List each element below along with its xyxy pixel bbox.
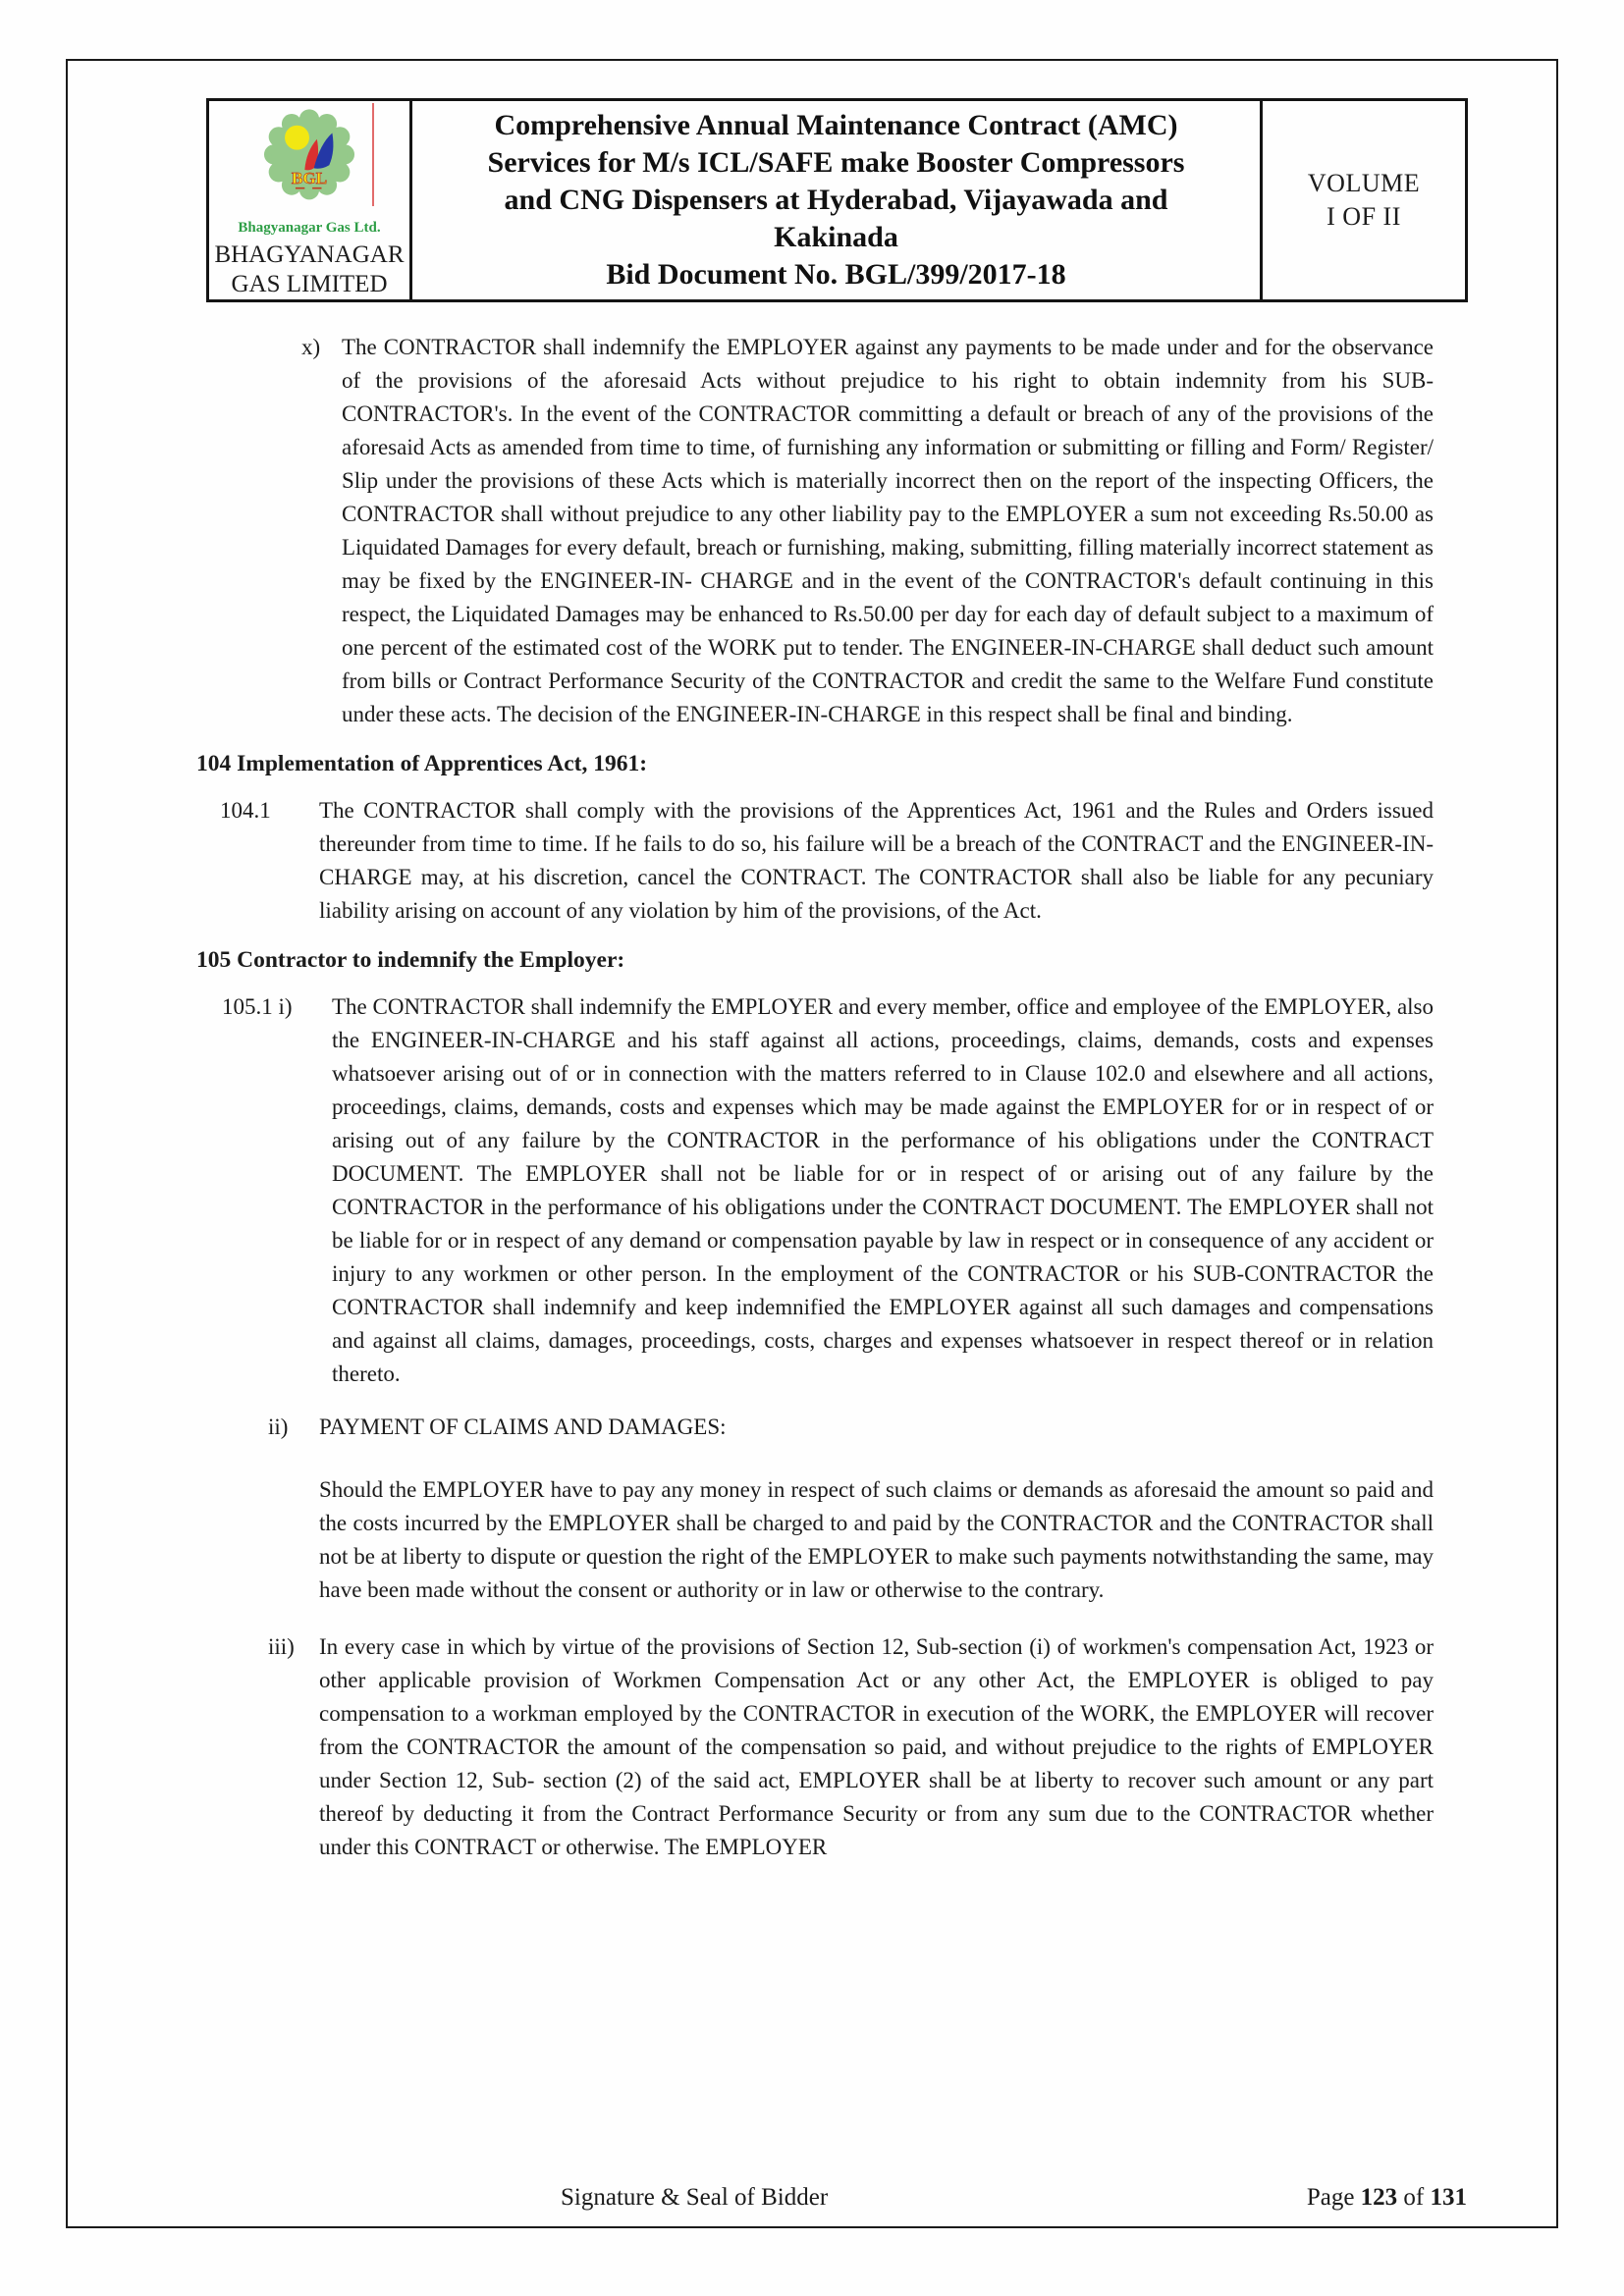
item-ii-marker: ii) — [268, 1415, 289, 1439]
company-name — [214, 240, 404, 299]
sun-icon — [285, 126, 309, 150]
clause-x — [301, 331, 1434, 731]
clause-104-1 — [220, 794, 1434, 928]
title-cell — [412, 101, 1263, 299]
heading-104: 104 Implementation of Apprentices Act, 1961: — [196, 751, 648, 776]
document-title: Comprehensive Annual Maintenance Contract (AMC) Services for M/s ICL/SAFE make Booster Compressors and CNG Dispensers at Hyderabad, Vijayawada and Kakinada — [487, 109, 1185, 253]
item-ii-title-text: PAYMENT OF CLAIMS AND DAMAGES: — [319, 1415, 727, 1439]
item-iii-text: In every case in which by virtue of the provisions of Section 12, Sub-section (i) of workmen's compensation Act, 1923 or other applicable provision of Workmen Compensation Act or any other Act, the EMPLOYER is obliged to pay compensation to a workman employed by the CONTRACTOR in execution of the WORK, the EMPLOYER will recover from the CONTRACTOR the amount of the compensation so paid, and without prejudice to the rights of EMPLOYER under Section 12, Sub- section (2) of the said act, EMPLOYER shall be at liberty to recover such amount or any part thereof by deducting it from the Contract Performance Security or from any sum due to the CONTRACTOR whether under this CONTRACT or otherwise. The EMPLOYER — [319, 1634, 1434, 1859]
heading-105: 105 Contractor to indemnify the Employer: — [196, 947, 625, 973]
clause-x-marker: x) — [301, 335, 321, 359]
clause-105-1-marker: 105.1 i) — [222, 994, 293, 1019]
document-body — [0, 331, 1624, 1864]
bid-document-number: Bid Document No. BGL/399/2017-18 — [606, 258, 1066, 291]
bgl-logo-icon — [221, 107, 398, 222]
signature-seal-label: Signature & Seal of Bidder — [561, 2184, 829, 2211]
item-ii-heading — [268, 1411, 1434, 1444]
logo-red-edge — [372, 103, 374, 206]
logo-cell — [209, 101, 412, 299]
of-word: of — [1403, 2184, 1425, 2211]
page-indicator — [1307, 2184, 1467, 2212]
item-iii — [268, 1630, 1434, 1864]
clause-x-text: The CONTRACTOR shall indemnify the EMPLOYER against any payments to be made under and for the observance of the provisions of the aforesaid Acts without prejudice to his right to obtain indemnity from his SUB-CONTRACTOR's. In the event of the CONTRACTOR committing a default or breach of any of the provisions of the aforesaid Acts as amended from time to time, of furnishing any information or submitting or filling and Form/ Register/ Slip under the provisions of these Acts which is materially incorrect then on the report of the inspecting Officers, the CONTRACTOR shall without prejudice to any other liability pay to the EMPLOYER a sum not exceeding Rs.50.00 as Liquidated Damages for every default, breach or furnishing, making, submitting, filling materially incorrect statement as may be fixed by the ENGINEER-IN- CHARGE and in the event of the CONTRACTOR's default continuing in this respect, the Liquidated Damages may be enhanced to Rs.50.00 per day for each day of default subject to a maximum of one percent of the estimated cost of the WORK put to tender. The ENGINEER-IN-CHARGE shall deduct such amount from bills or Contract Performance Security of the CONTRACTOR and credit the same to the Welfare Fund constitute under these acts. The decision of the ENGINEER-IN-CHARGE in this respect shall be final and binding. — [342, 335, 1434, 726]
page-total: 131 — [1430, 2184, 1467, 2211]
volume-line1: VOLUME — [1307, 169, 1421, 197]
volume-line2: I OF II — [1326, 202, 1401, 231]
logo-bgl-text: BGL — [291, 169, 328, 187]
item-iii-marker: iii) — [268, 1634, 295, 1659]
page-footer — [0, 2184, 1624, 2219]
clause-105-1 — [222, 990, 1434, 1391]
logo-caption: Bhagyanagar Gas Ltd. — [238, 220, 381, 236]
clause-104-1-text: The CONTRACTOR shall comply with the provisions of the Apprentices Act, 1961 and the Rules and Orders issued thereunder from time to time. If he fails to do so, his failure will be a breach of the CONTRACT and the ENGINEER-IN-CHARGE may, at his discretion, cancel the CONTRACT. The CONTRACTOR shall also be liable for any pecuniary liability arising on account of any violation by him of the provisions, of the Act. — [319, 798, 1434, 923]
item-ii-paragraph: Should the EMPLOYER have to pay any money in respect of such claims or demands as aforesaid the amount so paid and the costs incurred by the EMPLOYER shall be charged to and paid by the CONTRACTOR and the CONTRACTOR shall not be at liberty to dispute or question the right of the EMPLOYER to make such payments notwithstanding the same, may have been made without the consent or authority or in law or otherwise to the contrary. — [319, 1477, 1434, 1602]
clause-105-1-text: The CONTRACTOR shall indemnify the EMPLOYER and every member, office and employee of the EMPLOYER, also the ENGINEER-IN-CHARGE and his staff against all actions, proceedings, claims, demands, costs and expenses whatsoever arising out of or in connection with the matters referred to in Clause 102.0 and elsewhere and all actions, proceedings, claims, demands, costs and expenses which may be made against the EMPLOYER for or in respect of or arising out of any failure by the CONTRACTOR in the performance of his obligations under the CONTRACT DOCUMENT. The EMPLOYER shall not be liable for or in respect of or arising out of any failure by the CONTRACTOR in the performance of his obligations under the CONTRACT DOCUMENT. The EMPLOYER shall not be liable for or in respect of any demand or compensation payable by law in respect or in consequence of any accident or injury to any workmen or other person. In the employment of the CONTRACTOR or his SUB-CONTRACTOR the CONTRACTOR shall indemnify and keep indemnified the EMPLOYER against all such damages and compensations and against all claims, damages, proceedings, costs, charges and expenses whatsoever in respect thereof or in relation thereto. — [332, 994, 1434, 1386]
clause-104-1-marker: 104.1 — [220, 798, 271, 823]
volume-cell — [1263, 101, 1465, 299]
company-name-line1: BHAGYANAGAR — [214, 241, 405, 268]
page-number: 123 — [1360, 2184, 1398, 2211]
page-word: Page — [1306, 2184, 1355, 2211]
company-name-line2: GAS LIMITED — [231, 271, 388, 297]
header-table — [206, 98, 1468, 302]
